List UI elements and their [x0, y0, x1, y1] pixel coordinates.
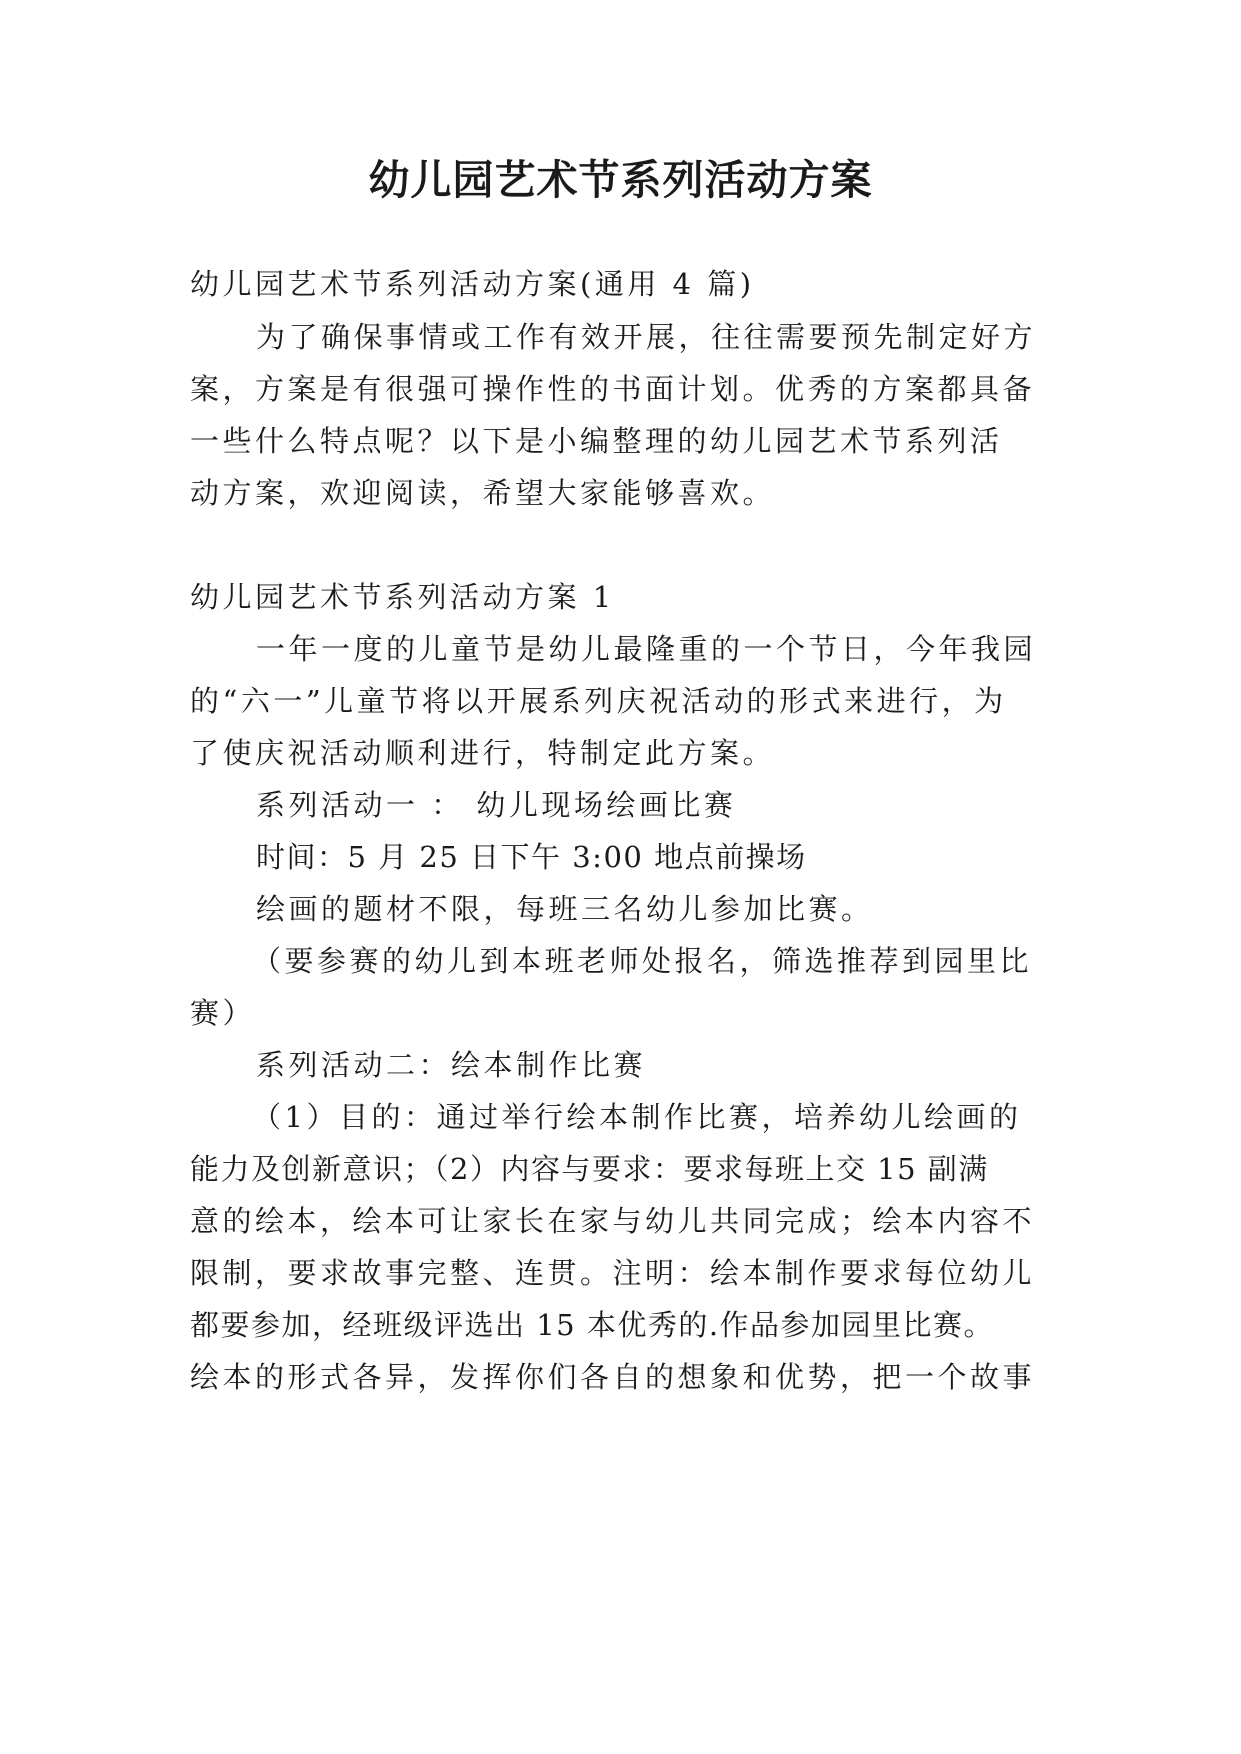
section-heading: 幼儿园艺术节系列活动方案 1: [190, 580, 615, 614]
text-line: 系列活动二：绘本制作比赛: [256, 1048, 647, 1082]
text-line: 一年一度的儿童节是幼儿最隆重的一个节日，今年我园: [256, 632, 1037, 666]
text-line: 赛）: [190, 996, 256, 1030]
text-line: 系列活动一 ： 幼儿现场绘画比赛: [256, 788, 737, 822]
text-line: 限制，要求故事完整、连贯。注明：绘本制作要求每位幼儿: [190, 1256, 1036, 1290]
text-line: 时间：5 月 25 日下午 3:00 地点前操场: [256, 840, 807, 874]
text-line: 的“六一”儿童节将以开展系列庆祝活动的形式来进行，为: [190, 684, 1007, 718]
text-line: 幼儿园艺术节系列活动方案(通用 4 篇): [190, 267, 755, 301]
text-line: 能力及创新意识；（2）内容与要求：要求每班上交 15 副满: [190, 1152, 989, 1186]
document-title: 幼儿园艺术节系列活动方案: [368, 156, 873, 204]
text-line: 绘画的题材不限，每班三名幼儿参加比赛。: [256, 892, 874, 926]
text-line: 意的绘本，绘本可让家长在家与幼儿共同完成；绘本内容不: [190, 1204, 1036, 1238]
text-line: 了使庆祝活动顺利进行，特制定此方案。: [190, 736, 776, 770]
text-line: （要参赛的幼儿到本班老师处报名，筛选推荐到园里比: [252, 944, 1033, 978]
text-line: 案，方案是有很强可操作性的书面计划。优秀的方案都具备: [190, 372, 1036, 406]
text-line: 动方案，欢迎阅读，希望大家能够喜欢。: [190, 476, 776, 510]
text-line: 一些什么特点呢？以下是小编整理的幼儿园艺术节系列活: [190, 424, 1003, 458]
text-line: 都要参加，经班级评选出 15 本优秀的.作品参加园里比赛。: [190, 1308, 995, 1342]
text-line: 为了确保事情或工作有效开展，往往需要预先制定好方: [256, 320, 1037, 354]
text-line: 绘本的形式各异，发挥你们各自的想象和优势，把一个故事: [190, 1360, 1036, 1394]
text-line: （1）目的：通过举行绘本制作比赛，培养幼儿绘画的: [252, 1100, 1022, 1134]
